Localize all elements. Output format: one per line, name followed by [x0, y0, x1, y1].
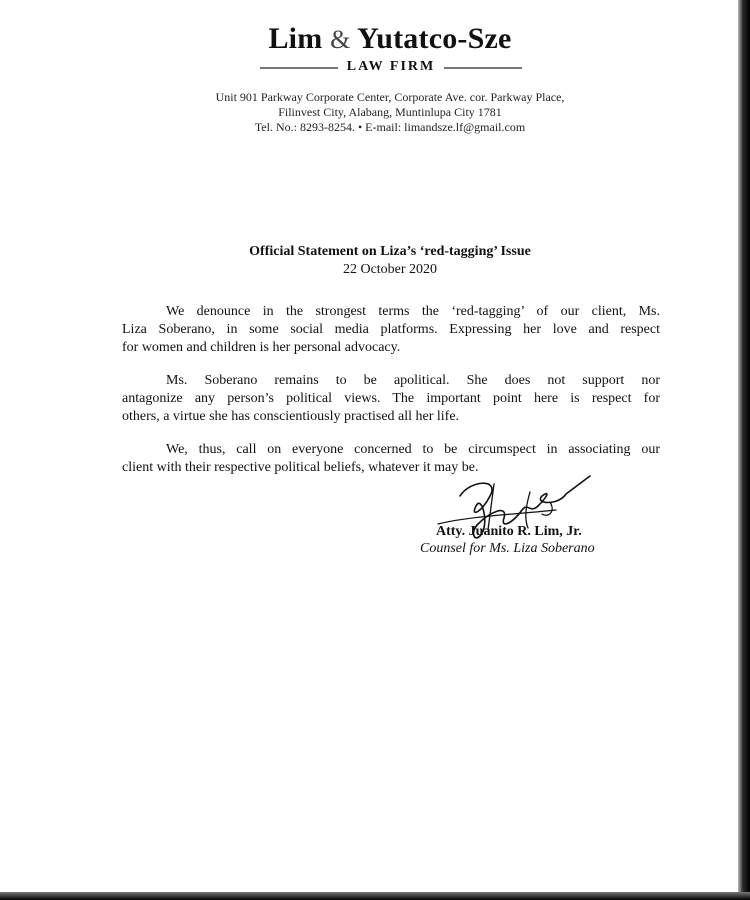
paragraph-1-line-1: We denounce in the strongest terms the ‘red-tagging’ of our client, Ms.: [166, 304, 660, 319]
firm-subtitle: LAW FIRM: [346, 59, 436, 74]
paragraph-1: [122, 303, 660, 357]
statement-title: Official Statement on Liza’s ‘red-tagging’ Issue: [249, 244, 531, 259]
address-line-1: Unit 901 Parkway Corporate Center, Corporate Ave. cor. Parkway Place,: [215, 90, 565, 104]
subtitle-rule-right: [444, 67, 522, 69]
paragraph-2-line-2: antagonize any person’s political views. The important point here is respect for: [122, 391, 660, 406]
paragraph-2: [122, 372, 660, 426]
firm-name: [0, 22, 750, 56]
page-edge-bottom: [0, 892, 750, 900]
paragraph-1-line-2: Liza Soberano, in some social media platforms. Expressing her love and respect: [122, 322, 660, 337]
contact-line: Tel. No.: 8293-8254. • E-mail: limandsze.lf@gmail.com: [254, 120, 526, 134]
paragraph-3-line-1: We, thus, call on everyone concerned to be circumspect in associating our: [166, 442, 660, 457]
firm-name-left: Lim: [268, 22, 323, 55]
statement-date: 22 October 2020: [342, 262, 438, 277]
firm-name-right: Yutatco-Sze: [357, 22, 512, 55]
paragraph-2-line-3: others, a virtue she has conscientiously practised all her life.: [122, 409, 460, 424]
paragraph-3-line-2: client with their respective political beliefs, whatever it may be.: [122, 460, 479, 475]
signatory-role: Counsel for Ms. Liza Soberano: [420, 541, 595, 556]
subtitle-rule-left: [260, 67, 338, 69]
firm-name-ampersand: &: [330, 25, 351, 54]
firm-subtitle-block: [260, 59, 522, 77]
page-edge-right: [738, 0, 750, 900]
address-line-2: Filinvest City, Alabang, Muntinlupa City 1781: [278, 105, 502, 119]
paragraph-1-line-3: for women and children is her personal advocacy.: [122, 340, 401, 355]
signatory-name: Atty. Juanito R. Lim, Jr.: [436, 524, 582, 539]
paragraph-2-line-1: Ms. Soberano remains to be apolitical. She does not support nor: [166, 373, 660, 388]
